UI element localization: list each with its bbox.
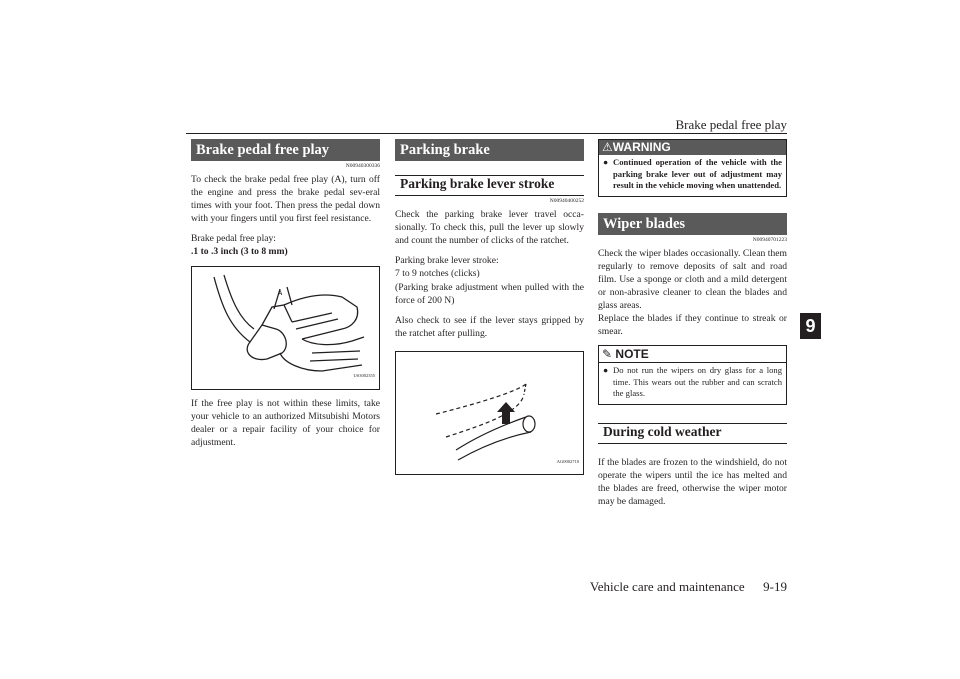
paragraph: If the free play is not within these limits, take your vehicle to an authorized Mitsubishi Motors dealer or a repair facility of your choice for adjustment.	[191, 397, 380, 448]
subheading-lever-stroke: Parking brake lever stroke	[395, 175, 584, 196]
warning-text: Continued operation of the vehicle with the parking brake lever out of adjustment may result in the vehicle moving when unattended.	[613, 157, 782, 190]
warning-box	[598, 139, 787, 197]
paragraph: Check the parking brake lever travel occa-sionally. To check this, pull the lever up slowly and count the number of clicks of the ratchet.	[395, 209, 584, 247]
paragraph: To check the brake pedal free play (A), turn off the engine and press the brake pedal sev-eral times with your foot. Then press the pedal down with your fingers until you first feel resistance.	[191, 174, 380, 225]
doc-code: N00940400252	[549, 198, 584, 205]
paragraph: Also check to see if the lever stays gripped by the ratchet after pulling.	[395, 314, 584, 339]
section-heading-wiper-blades: Wiper blades	[598, 213, 787, 235]
spec-value: .1 to .3 inch (3 to 8 mm)	[191, 246, 288, 258]
brake-pedal-illustration	[192, 267, 379, 389]
stroke-value: 7 to 9 notches (clicks)	[395, 268, 480, 280]
doc-code: N00940701223	[752, 236, 787, 243]
figure-code: US3002355	[353, 373, 375, 379]
warning-header	[599, 140, 786, 155]
section-heading-brake-pedal: Brake pedal free play	[191, 139, 380, 161]
doc-code: N00940300336	[345, 163, 380, 169]
section-heading-parking-brake: Parking brake	[395, 139, 584, 161]
brake-pedal-figure	[191, 266, 380, 390]
parking-brake-figure	[395, 351, 584, 475]
figure-code: AG0002710	[556, 458, 579, 464]
note-title: NOTE	[615, 347, 649, 362]
figure-label-a: A	[278, 290, 283, 297]
chapter-tab: 9	[800, 313, 821, 339]
paragraph: If the blades are frozen to the windshield, do not operate the wipers until the ice has melted and the blades are freed, otherwise the wiper motor may be damaged.	[598, 456, 787, 508]
warning-triangle-icon: ⚠	[602, 140, 613, 154]
note-box	[598, 345, 787, 405]
note-text: Do not run the wipers on dry glass for a long time. This wears out the rubber and can scratch the glass.	[613, 365, 782, 399]
paragraph: Replace the blades if they continue to streak or smear.	[598, 312, 787, 338]
bullet-icon: ●	[603, 365, 609, 376]
left-column	[191, 139, 380, 449]
footer-page-number: 9-19	[763, 579, 787, 594]
bullet-icon: ●	[603, 157, 609, 167]
spec-label: Brake pedal free play:	[191, 233, 276, 245]
running-header-title: Brake pedal free play	[675, 117, 787, 132]
up-arrow-icon	[497, 402, 515, 424]
right-column	[598, 139, 787, 508]
paragraph: Check the wiper blades occasionally. Clean them regularly to remove deposits of salt and road film. Use a sponge or cloth and a mild detergent or non-abrasive cleaner to clean the blades and glass areas.	[598, 247, 787, 311]
pencil-check-icon: ✎	[602, 347, 613, 362]
header-rule	[186, 133, 787, 134]
page-footer	[590, 579, 787, 595]
footer-section: Vehicle care and maintenance	[589, 579, 745, 594]
stroke-label: Parking brake lever stroke:	[395, 255, 499, 267]
stroke-note: (Parking brake adjustment when pulled with the force of 200 N)	[395, 281, 584, 306]
subheading-cold-weather: During cold weather	[598, 423, 787, 444]
warning-title: WARNING	[612, 140, 671, 154]
note-header	[599, 346, 786, 363]
parking-brake-illustration	[396, 352, 583, 474]
middle-column	[395, 139, 584, 475]
